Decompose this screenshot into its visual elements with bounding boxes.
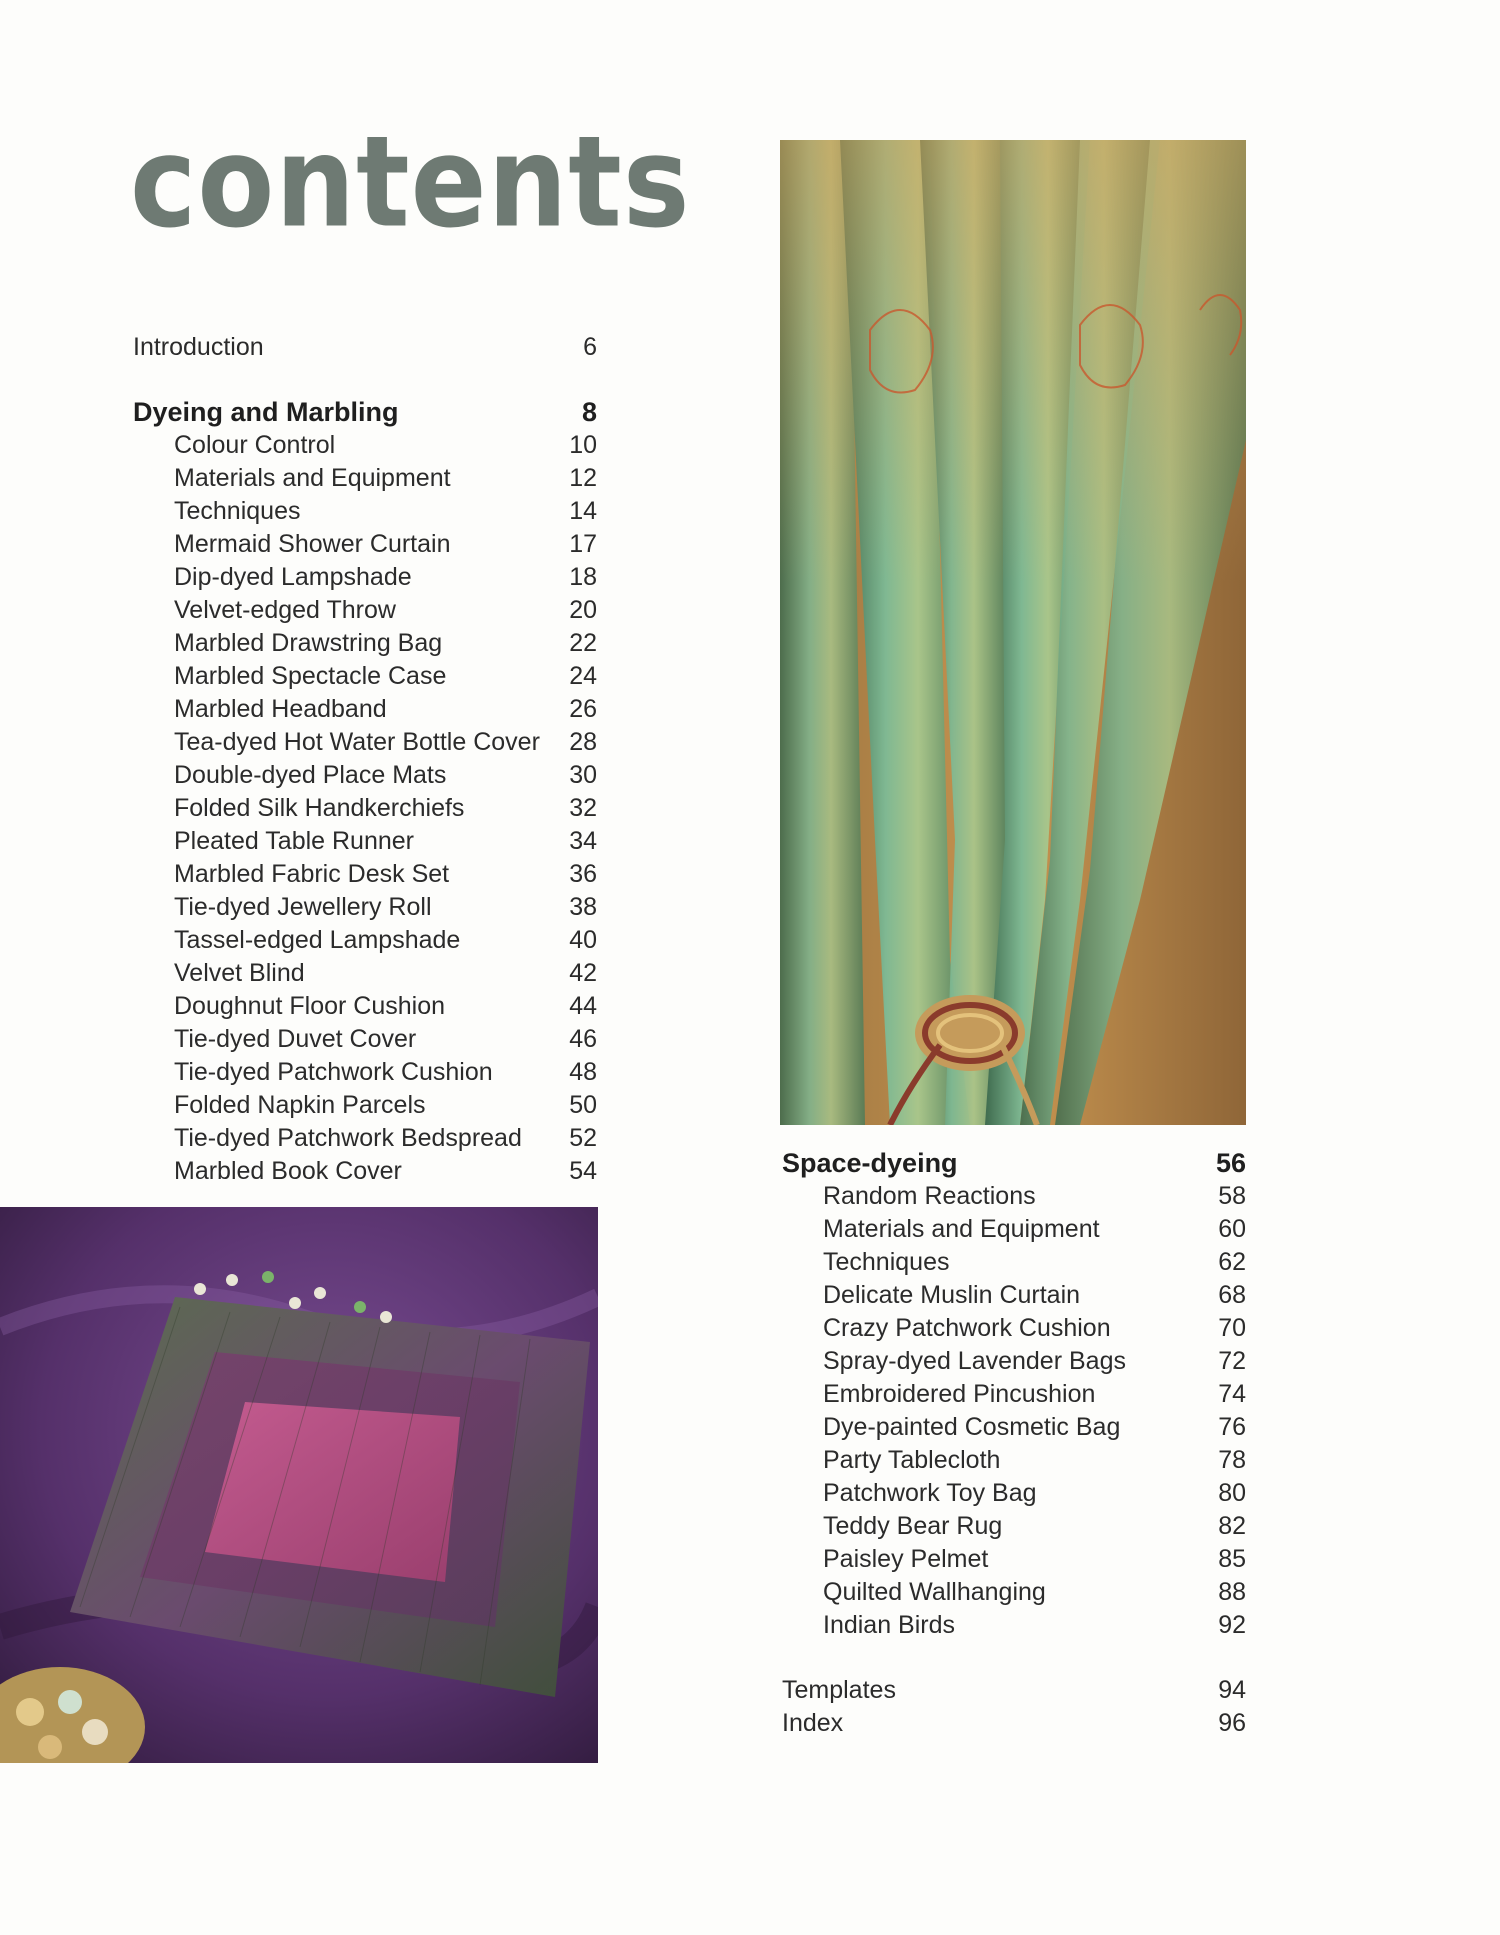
toc-entry-page: 76 bbox=[1218, 1413, 1246, 1441]
toc-entry[interactable] bbox=[782, 1510, 1246, 1543]
toc-entry-label: Patchwork Toy Bag bbox=[823, 1479, 1037, 1507]
toc-entry-label: Pleated Table Runner bbox=[174, 827, 414, 855]
toc-entry[interactable] bbox=[782, 1246, 1246, 1279]
toc-entry[interactable] bbox=[133, 429, 597, 462]
toc-entry-label: Delicate Muslin Curtain bbox=[823, 1281, 1081, 1309]
toc-entry-page: 40 bbox=[569, 926, 597, 954]
toc-entry-label: Mermaid Shower Curtain bbox=[174, 530, 451, 558]
toc-entry[interactable] bbox=[133, 594, 597, 627]
toc-entry-label: Materials and Equipment bbox=[823, 1215, 1100, 1243]
toc-entry-page: 44 bbox=[569, 992, 597, 1020]
toc-entry-label: Velvet Blind bbox=[174, 959, 305, 987]
toc-spacer bbox=[133, 364, 597, 396]
toc-entry-label: Tassel-edged Lampshade bbox=[174, 926, 461, 954]
toc-entry-label: Folded Napkin Parcels bbox=[174, 1091, 426, 1119]
toc-entry-page: 38 bbox=[569, 893, 597, 921]
toc-entry-page: 92 bbox=[1218, 1611, 1246, 1639]
toc-entry-label: Quilted Wallhanging bbox=[823, 1578, 1046, 1606]
toc-entry-label: Marbled Headband bbox=[174, 695, 387, 723]
toc-entry[interactable] bbox=[133, 627, 597, 660]
toc-section-heading[interactable] bbox=[782, 1147, 1246, 1180]
toc-entry[interactable] bbox=[782, 1609, 1246, 1642]
toc-entry-label: Marbled Book Cover bbox=[174, 1157, 402, 1185]
toc-entry-page: 48 bbox=[569, 1058, 597, 1086]
toc-entry-label: Tie-dyed Jewellery Roll bbox=[174, 893, 432, 921]
toc-entry-label: Dye-painted Cosmetic Bag bbox=[823, 1413, 1121, 1441]
toc-entry-label: Paisley Pelmet bbox=[823, 1545, 989, 1573]
toc-entry-label: Introduction bbox=[133, 333, 264, 361]
toc-entry-page: 50 bbox=[569, 1091, 597, 1119]
toc-entry[interactable] bbox=[133, 1023, 597, 1056]
curtain-photo-art bbox=[780, 140, 1246, 1125]
toc-entry-page: 46 bbox=[569, 1025, 597, 1053]
toc-entry-label: Marbled Fabric Desk Set bbox=[174, 860, 450, 888]
toc-entry-label: Techniques bbox=[823, 1248, 950, 1276]
toc-entry[interactable] bbox=[133, 1122, 597, 1155]
toc-entry-page: 6 bbox=[583, 333, 597, 361]
toc-entry-page: 60 bbox=[1218, 1215, 1246, 1243]
toc-entry-label: Indian Birds bbox=[823, 1611, 956, 1639]
toc-entry-label: Materials and Equipment bbox=[174, 464, 451, 492]
toc-section-page: 8 bbox=[581, 397, 597, 427]
toc-entry-page: 30 bbox=[569, 761, 597, 789]
toc-entry-label: Marbled Spectacle Case bbox=[174, 662, 447, 690]
toc-entry-label: Techniques bbox=[174, 497, 301, 525]
toc-entry-page: 26 bbox=[569, 695, 597, 723]
toc-entry[interactable] bbox=[133, 1056, 597, 1089]
toc-entry-label: Colour Control bbox=[174, 431, 336, 459]
toc-entry-page: 58 bbox=[1218, 1182, 1246, 1210]
toc-entry-page: 82 bbox=[1218, 1512, 1246, 1540]
toc-entry[interactable] bbox=[782, 1279, 1246, 1312]
toc-right bbox=[782, 1147, 1246, 1740]
toc-entry-page: 17 bbox=[569, 530, 597, 558]
toc-entry[interactable] bbox=[133, 858, 597, 891]
toc-entry[interactable] bbox=[782, 1576, 1246, 1609]
toc-section-label: Space-dyeing bbox=[782, 1148, 958, 1178]
toc-entry-label: Party Tablecloth bbox=[823, 1446, 1001, 1474]
toc-entry-page: 94 bbox=[1218, 1676, 1246, 1704]
toc-entry[interactable] bbox=[782, 1345, 1246, 1378]
toc-entry-label: Marbled Drawstring Bag bbox=[174, 629, 443, 657]
toc-entry-label: Dip-dyed Lampshade bbox=[174, 563, 412, 591]
toc-entry[interactable] bbox=[133, 660, 597, 693]
toc-entry[interactable] bbox=[782, 1378, 1246, 1411]
toc-entry-page: 54 bbox=[569, 1157, 597, 1185]
toc-entry-page: 34 bbox=[569, 827, 597, 855]
toc-entry-label: Double-dyed Place Mats bbox=[174, 761, 447, 789]
toc-entry-label: Tie-dyed Patchwork Cushion bbox=[174, 1058, 493, 1086]
toc-entry-page: 52 bbox=[569, 1124, 597, 1152]
curtain-photo bbox=[780, 140, 1246, 1125]
toc-entry-label: Tea-dyed Hot Water Bottle Cover bbox=[174, 728, 540, 756]
toc-entry[interactable] bbox=[782, 1477, 1246, 1510]
toc-entry-page: 18 bbox=[569, 563, 597, 591]
toc-entry-page: 32 bbox=[569, 794, 597, 822]
toc-entry[interactable] bbox=[782, 1180, 1246, 1213]
toc-entry-label: Folded Silk Handkerchiefs bbox=[174, 794, 465, 822]
toc-left bbox=[133, 331, 597, 1188]
toc-entry-page: 78 bbox=[1218, 1446, 1246, 1474]
toc-entry-page: 68 bbox=[1218, 1281, 1246, 1309]
toc-entry-page: 88 bbox=[1218, 1578, 1246, 1606]
toc-entry-page: 70 bbox=[1218, 1314, 1246, 1342]
toc-spacer bbox=[782, 1642, 1246, 1674]
toc-entry-page: 14 bbox=[569, 497, 597, 525]
toc-entry-page: 72 bbox=[1218, 1347, 1246, 1375]
toc-entry[interactable] bbox=[782, 1312, 1246, 1345]
toc-entry[interactable] bbox=[133, 759, 597, 792]
toc-section-heading[interactable] bbox=[133, 396, 597, 429]
toc-entry-templates[interactable] bbox=[782, 1674, 1246, 1707]
toc-entry[interactable] bbox=[782, 1543, 1246, 1576]
toc-entry-page: 74 bbox=[1218, 1380, 1246, 1408]
toc-entry-label: Spray-dyed Lavender Bags bbox=[823, 1347, 1126, 1375]
toc-entry[interactable] bbox=[133, 891, 597, 924]
toc-entry-page: 20 bbox=[569, 596, 597, 624]
toc-entry-introduction[interactable] bbox=[133, 331, 597, 364]
toc-entry-page: 62 bbox=[1218, 1248, 1246, 1276]
toc-entry-label: Random Reactions bbox=[823, 1182, 1036, 1210]
toc-entry[interactable] bbox=[782, 1444, 1246, 1477]
toc-section-page: 56 bbox=[1215, 1148, 1246, 1178]
toc-entry[interactable] bbox=[133, 726, 597, 759]
page-title: contents bbox=[130, 109, 691, 256]
toc-entry-label: Embroidered Pincushion bbox=[823, 1380, 1096, 1408]
toc-entry-label: Crazy Patchwork Cushion bbox=[823, 1314, 1111, 1342]
toc-entry-index[interactable] bbox=[782, 1707, 1246, 1740]
toc-entry-page: 28 bbox=[569, 728, 597, 756]
toc-entry[interactable] bbox=[133, 1089, 597, 1122]
toc-entry-page: 12 bbox=[569, 464, 597, 492]
toc-entry-label: Teddy Bear Rug bbox=[823, 1512, 1003, 1540]
toc-section-label: Dyeing and Marbling bbox=[133, 397, 399, 427]
toc-entry-page: 80 bbox=[1218, 1479, 1246, 1507]
toc-entry-label: Tie-dyed Patchwork Bedspread bbox=[174, 1124, 522, 1152]
toc-entry[interactable] bbox=[133, 990, 597, 1023]
toc-entry[interactable] bbox=[133, 792, 597, 825]
toc-entry[interactable] bbox=[133, 825, 597, 858]
toc-entry-page: 24 bbox=[569, 662, 597, 690]
toc-entry-label: Velvet-edged Throw bbox=[174, 596, 396, 624]
toc-entry-label: Templates bbox=[782, 1676, 896, 1704]
toc-entry[interactable] bbox=[133, 495, 597, 528]
toc-entry-page: 96 bbox=[1218, 1709, 1246, 1737]
toc-entry-page: 22 bbox=[569, 629, 597, 657]
toc-entry[interactable] bbox=[133, 693, 597, 726]
toc-entry[interactable] bbox=[133, 957, 597, 990]
toc-entry[interactable] bbox=[782, 1213, 1246, 1246]
toc-entry-label: Doughnut Floor Cushion bbox=[174, 992, 445, 1020]
pincushion-photo-art bbox=[0, 1207, 598, 1763]
toc-entry-page: 42 bbox=[569, 959, 597, 987]
toc-entry[interactable] bbox=[133, 1155, 597, 1188]
toc-entry-label: Tie-dyed Duvet Cover bbox=[174, 1025, 417, 1053]
toc-entry[interactable] bbox=[133, 462, 597, 495]
toc-entry[interactable] bbox=[782, 1411, 1246, 1444]
pincushion-photo bbox=[0, 1207, 598, 1763]
toc-entry[interactable] bbox=[133, 528, 597, 561]
toc-entry-page: 36 bbox=[569, 860, 597, 888]
toc-entry-page: 85 bbox=[1218, 1545, 1246, 1573]
toc-entry[interactable] bbox=[133, 924, 597, 957]
toc-entry-page: 10 bbox=[569, 431, 597, 459]
toc-entry-label: Index bbox=[782, 1709, 844, 1737]
toc-entry[interactable] bbox=[133, 561, 597, 594]
